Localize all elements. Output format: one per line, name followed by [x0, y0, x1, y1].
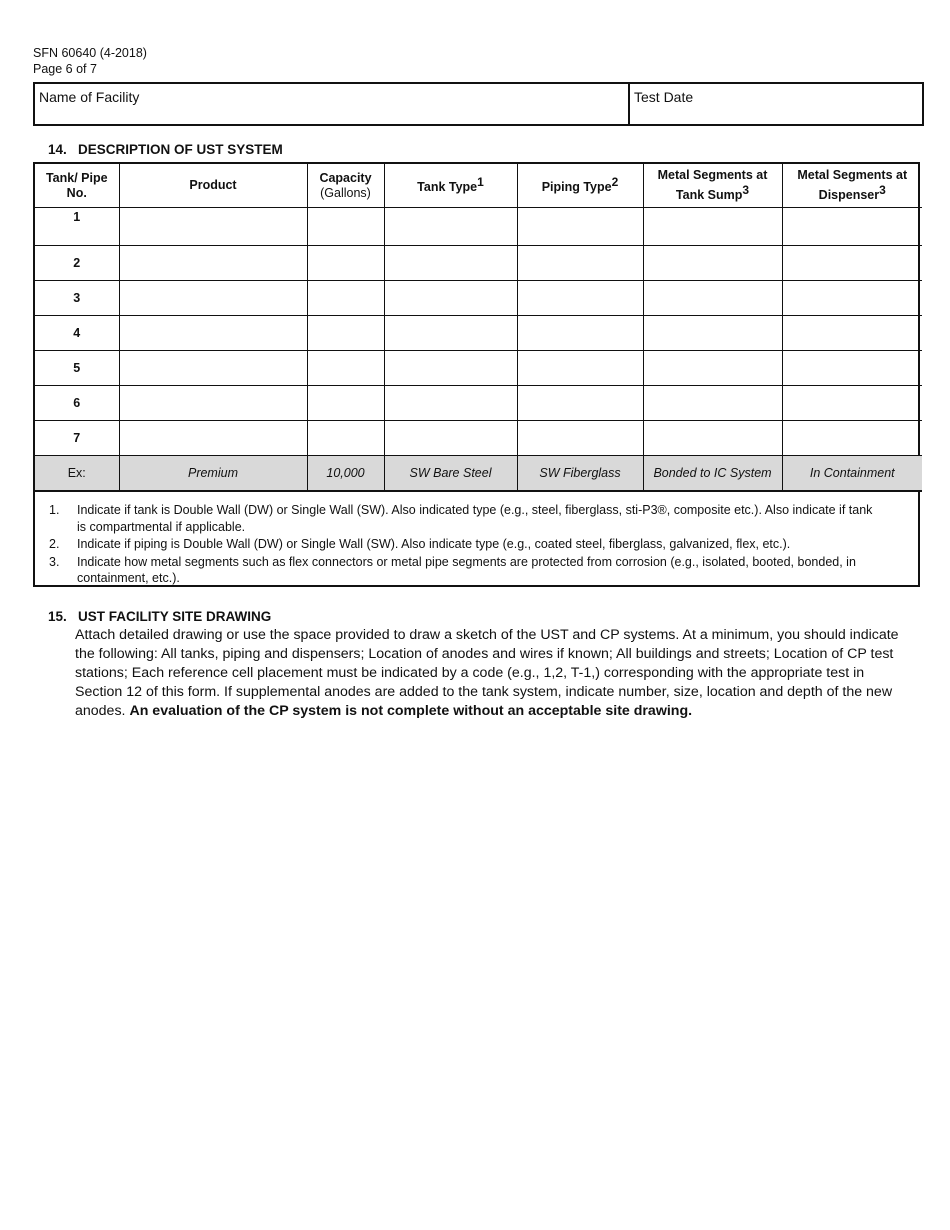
col-tank-type: Tank Type$^1$ — [384, 164, 517, 208]
footnote-ref: 3 — [742, 182, 750, 197]
piping-type-cell[interactable] — [517, 316, 643, 351]
tank-sump-cell[interactable] — [643, 421, 782, 456]
piping-type-cell[interactable] — [517, 208, 643, 246]
footnote: 3. Indicate how metal segments such as flex connectors or metal pipe segments are protected from corrosion (e.g., isolated, booted, bonded, in containment, etc.). — [49, 554, 856, 585]
tank-sump-cell[interactable] — [643, 386, 782, 421]
capacity-cell[interactable] — [307, 421, 384, 456]
site-drawing-instructions — [75, 626, 910, 721]
dispenser-cell[interactable] — [782, 351, 922, 386]
row-number: 7 — [35, 421, 119, 456]
test-date-label: Test Date — [634, 89, 694, 105]
footnote-ref: 1 — [477, 175, 484, 190]
site-drawing-area[interactable] — [33, 730, 920, 1200]
dispenser-cell[interactable] — [782, 281, 922, 316]
form-header — [33, 45, 147, 77]
tank-type-cell[interactable] — [384, 351, 517, 386]
dispenser-cell[interactable] — [782, 386, 922, 421]
form-id: SFN 60640 (4-2018) — [33, 46, 147, 60]
product-cell[interactable] — [119, 281, 307, 316]
dispenser-cell[interactable] — [782, 316, 922, 351]
capacity-cell[interactable] — [307, 208, 384, 246]
example-dispenser: In Containment — [782, 456, 922, 492]
table-row — [35, 316, 922, 351]
test-date-field[interactable] — [630, 84, 922, 124]
capacity-cell[interactable] — [307, 386, 384, 421]
instructions-body: Attach detailed drawing or use the space provided to draw a sketch of the UST and CP systems. At a minimum, you should indicate the following: All tanks, piping and dispensers; Location of anodes and wires if known; All buildings and streets; Location of CP test stations; Each reference cell placement must be indicated by a code (e.g., 1,2, T-1,) corresponding with the appropriate test in Section 12 of this form. If supplemental anodes are added to the tank system, indicate number, size, location and depth of the new anodes. — [75, 627, 899, 719]
tank-sump-cell[interactable] — [643, 351, 782, 386]
section-14-heading: DESCRIPTION OF UST SYSTEM — [78, 142, 283, 157]
example-label: Ex: — [35, 456, 119, 492]
dispenser-cell[interactable] — [782, 208, 922, 246]
piping-type-cell[interactable] — [517, 281, 643, 316]
row-number: 3 — [35, 281, 119, 316]
footnote-ref: 3 — [879, 182, 886, 197]
section-14-title — [48, 142, 283, 157]
tank-type-cell[interactable] — [384, 208, 517, 246]
product-cell[interactable] — [119, 421, 307, 456]
row-number: 5 — [35, 351, 119, 386]
tank-sump-cell[interactable] — [643, 281, 782, 316]
section-14-number: 14. — [48, 142, 67, 157]
tank-type-cell[interactable] — [384, 386, 517, 421]
row-number: 6 — [35, 386, 119, 421]
col-product: Product — [119, 164, 307, 208]
footnote: 1. Indicate if tank is Double Wall (DW) or Single Wall (SW). Also indicated type (e.g., steel, fiberglass, sti-P3®, composite etc.). Also indicate if tank is compartmental if applicable. — [49, 503, 873, 534]
section-15-title — [48, 609, 271, 624]
row-number: 4 — [35, 316, 119, 351]
table-row — [35, 351, 922, 386]
ust-system-table-box — [33, 162, 920, 587]
example-tank-type: SW Bare Steel — [384, 456, 517, 492]
product-cell[interactable] — [119, 386, 307, 421]
tank-sump-cell[interactable] — [643, 246, 782, 281]
example-tank-sump: Bonded to IC System — [643, 456, 782, 492]
table-row — [35, 421, 922, 456]
ust-system-table — [35, 164, 922, 492]
tank-type-cell[interactable] — [384, 316, 517, 351]
example-product: Premium — [119, 456, 307, 492]
tank-sump-cell[interactable] — [643, 208, 782, 246]
capacity-cell[interactable] — [307, 351, 384, 386]
tank-type-cell[interactable] — [384, 246, 517, 281]
dispenser-cell[interactable] — [782, 421, 922, 456]
dispenser-cell[interactable] — [782, 246, 922, 281]
col-piping-type: Piping Type$^2$ — [517, 164, 643, 208]
instructions-bold-note: An evaluation of the CP system is not complete without an acceptable site drawing. — [129, 703, 693, 719]
page-number: Page 6 of 7 — [33, 62, 97, 76]
section-15-number: 15. — [48, 609, 67, 624]
col-tank-pipe-no: Tank/ Pipe No. — [35, 164, 119, 208]
example-capacity: 10,000 — [307, 456, 384, 492]
table-header-row — [35, 164, 922, 208]
capacity-cell[interactable] — [307, 281, 384, 316]
col-metal-tank-sump: Metal Segments at Tank Sump$^3$ — [643, 164, 782, 208]
row-number: 2 — [35, 246, 119, 281]
table-footnotes — [35, 492, 918, 587]
table-row — [35, 386, 922, 421]
facility-name-field[interactable] — [35, 84, 630, 124]
piping-type-cell[interactable] — [517, 386, 643, 421]
tank-sump-cell[interactable] — [643, 316, 782, 351]
product-cell[interactable] — [119, 208, 307, 246]
example-row — [35, 456, 922, 492]
example-piping-type: SW Fiberglass — [517, 456, 643, 492]
facility-info-box — [33, 82, 924, 126]
product-cell[interactable] — [119, 246, 307, 281]
footnote-ref: 2 — [611, 175, 619, 190]
footnote: 2. Indicate if piping is Double Wall (DW) or Single Wall (SW). Also indicate type (e.g., coated steel, fiberglass, galvanized, flex, etc.). — [49, 537, 791, 551]
table-row — [35, 208, 922, 246]
piping-type-cell[interactable] — [517, 351, 643, 386]
col-capacity: Capacity (Gallons) — [307, 164, 384, 208]
product-cell[interactable] — [119, 351, 307, 386]
table-row — [35, 246, 922, 281]
capacity-cell[interactable] — [307, 316, 384, 351]
facility-name-label: Name of Facility — [39, 89, 140, 105]
capacity-cell[interactable] — [307, 246, 384, 281]
section-15-heading: UST FACILITY SITE DRAWING — [78, 609, 272, 624]
row-number: 1 — [35, 208, 119, 246]
table-row — [35, 281, 922, 316]
piping-type-cell[interactable] — [517, 421, 643, 456]
product-cell[interactable] — [119, 316, 307, 351]
piping-type-cell[interactable] — [517, 246, 643, 281]
tank-type-cell[interactable] — [384, 281, 517, 316]
col-metal-dispenser: Metal Segments at Dispenser$^3$ — [782, 164, 922, 208]
tank-type-cell[interactable] — [384, 421, 517, 456]
